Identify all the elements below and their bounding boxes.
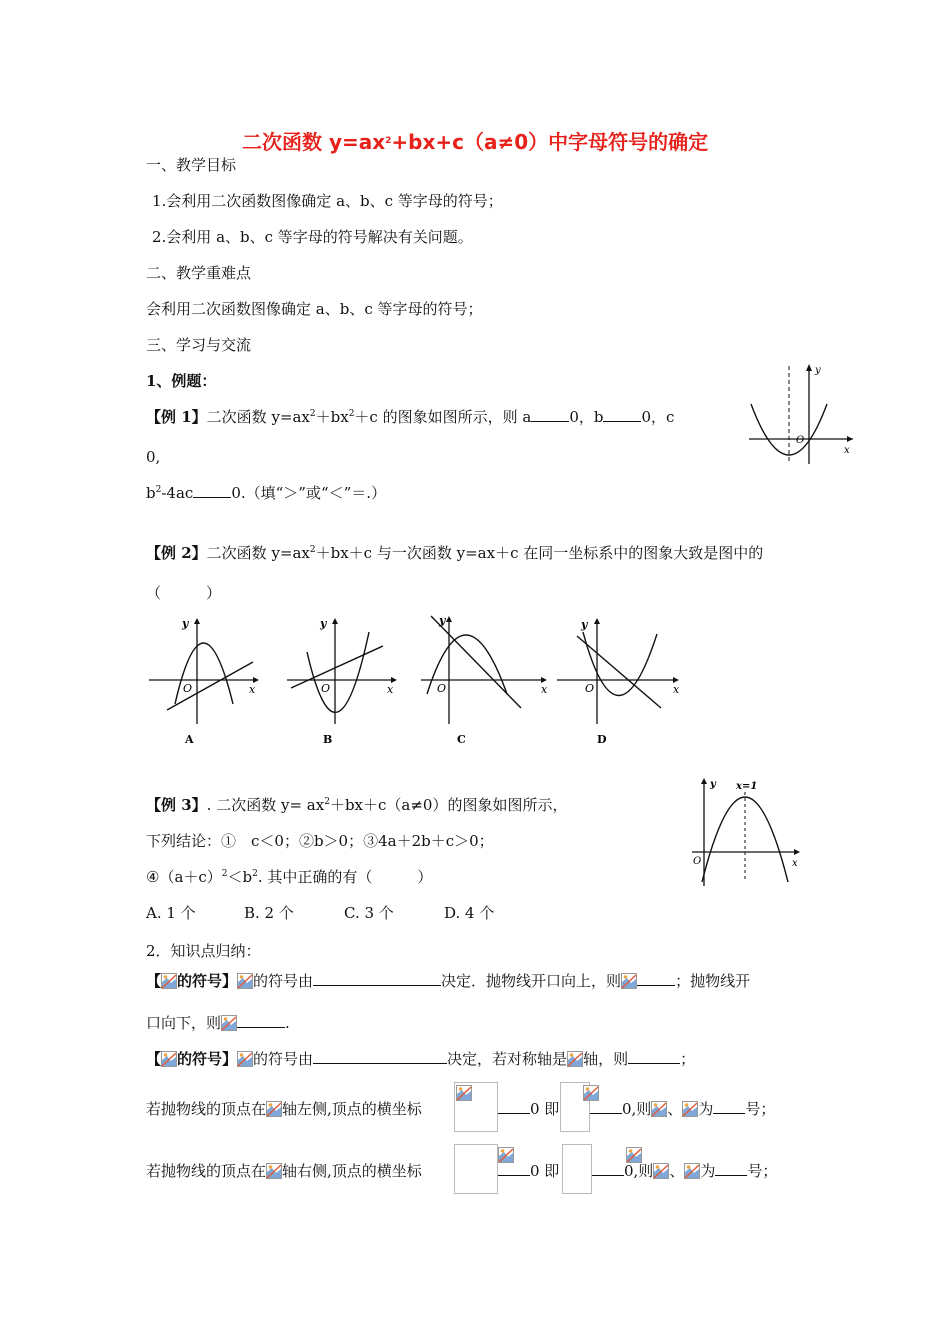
blank-right-1[interactable] [498,1161,530,1176]
option-c-graph[interactable] [421,614,548,746]
svg-text:y: y [710,779,716,790]
option-a-graph[interactable] [149,617,259,746]
example-3-conclusion-4: $④(a+c)^2<b^2$. 其中正确的有（ ） [146,868,433,886]
blank-left-1[interactable] [498,1099,530,1114]
option-a-label: A [185,733,194,746]
blank-a-down[interactable] [237,1013,285,1028]
broken-image-icon [567,1051,583,1067]
svg-text:x: x [541,683,548,696]
option-b-graph[interactable] [287,617,397,746]
origin-label: O [796,435,805,446]
example-3-graph [688,774,806,890]
svg-text:O: O [321,682,331,695]
choice-c[interactable]: C. 3 个 [344,904,394,922]
option-d-graph[interactable] [557,618,680,746]
blank-left-sign[interactable] [713,1099,745,1114]
vertex-right-cond: 0 即 [498,1160,559,1181]
svg-text:y: y [581,618,588,631]
y-axis-label: y [815,365,821,376]
symmetry-axis-label: x=1 [736,781,758,792]
examples-label: 1、例题： [146,372,217,390]
broken-image-icon [266,1163,282,1179]
choice-b[interactable]: B. 2 个 [244,904,294,922]
x-axis-label: x [844,445,850,456]
vertex-left-label: 若抛物线的顶点在 轴左侧,顶点的横坐标 [146,1100,422,1118]
section-heading-difficulties: 二、教学重难点 [146,264,252,282]
broken-image-icon [682,1101,698,1117]
broken-image-icon [651,1101,667,1117]
svg-text:x: x [673,683,680,696]
broken-image-icon [684,1163,700,1179]
example-3-conclusions: 下列结论：① c＜0；②b＞0；③4a＋2b＋c＞0； [146,832,494,850]
vertex-left-result: 0,则 、 为 号； [590,1098,775,1119]
broken-image-icon [161,1051,177,1067]
blank-left-2[interactable] [590,1099,622,1114]
vertex-right-result: 0,则 、 为 号； [592,1160,777,1181]
broken-image-icon [621,973,637,989]
option-b-label: B [323,733,333,746]
choice-d[interactable]: D. 4 个 [444,904,495,922]
blank-b[interactable] [603,407,641,422]
option-c-label: C [457,733,466,746]
svg-text:O: O [437,682,447,695]
svg-text:O: O [693,856,702,867]
blank-right-sign[interactable] [715,1161,747,1176]
goal-2: 2.会利用 a、b、c 等字母的符号解决有关问题。 [152,228,473,246]
section-heading-goals: 一、教学目标 [146,156,237,174]
broken-image-icon [221,1015,237,1031]
blank-discriminant[interactable] [193,483,231,498]
blank-b-determinant[interactable] [313,1049,447,1064]
page-title: 二次函数 $y=ax^2+bx+c(a\ne 0)$中字母符号的确定 [242,130,709,154]
blank-a[interactable] [531,407,569,422]
example-2-text: 【例 2】二次函数 $y=ax^2+bx+c$ 与一次函数 y=ax＋c 在同一坐标系中的图象大致是图中的 [146,544,764,562]
svg-text:O: O [183,682,193,695]
svg-text:y: y [439,614,446,627]
a-sign-line2: 口向下，则 . [146,1014,290,1032]
section-heading-learning: 三、学习与交流 [146,336,252,354]
image-placeholder-frame [562,1144,592,1194]
broken-image-icon [237,973,253,989]
broken-image-icon [653,1163,669,1179]
example-2-paren: （ ） [146,584,222,602]
svg-text:x: x [792,858,798,869]
difficulty-text: 会利用二次函数图像确定 a、b、c 等字母的符号； [146,300,483,318]
example-1-text: 【例 1】二次函数 $y=ax^2+bx^2+c$ 的图象如图所示，则 a 0，b 0，c [146,408,675,426]
svg-text:y: y [182,617,189,630]
example-1-graph [745,360,860,470]
svg-text:x: x [249,683,256,696]
option-d-label: D [597,733,607,746]
choice-a[interactable]: A. 1 个 [146,904,196,922]
example-2-options [145,612,685,752]
image-placeholder-frame [454,1144,498,1194]
example-1-line3: $b^2-4ac$ 0.（填“＞”或“＜”＝.） [146,484,387,502]
example-3-text: 【例 3】. 二次函数 $y= ax^2+bx+c(a\ne 0)$的图象如图所示， [146,796,568,814]
b-sign-line: 【 的符号】 的符号由 决定，若对称轴是 轴，则 ； [146,1050,696,1068]
broken-image-icon [456,1085,472,1101]
vertex-right-label: 若抛物线的顶点在 轴右侧,顶点的横坐标 [146,1162,422,1180]
svg-text:x: x [387,683,394,696]
broken-image-icon [161,973,177,989]
svg-text:O: O [585,682,595,695]
svg-text:y: y [320,617,327,630]
blank-b-axis[interactable] [628,1049,680,1064]
a-sign-line: 【 的符号】 的符号由 决定．抛物线开口向上，则 ；抛物线开 [146,972,751,990]
example-1-line2: 0, [146,448,161,466]
broken-image-icon [266,1101,282,1117]
vertex-left-cond: 0 即 [498,1098,559,1119]
goal-1: 1.会利用二次函数图像确定 a、b、c 等字母的符号； [152,192,503,210]
broken-image-icon [237,1051,253,1067]
knowledge-summary-heading: 2．知识点归纳： [146,942,261,960]
blank-right-2[interactable] [592,1161,624,1176]
blank-a-determinant[interactable] [313,971,441,986]
blank-a-up[interactable] [637,971,675,986]
